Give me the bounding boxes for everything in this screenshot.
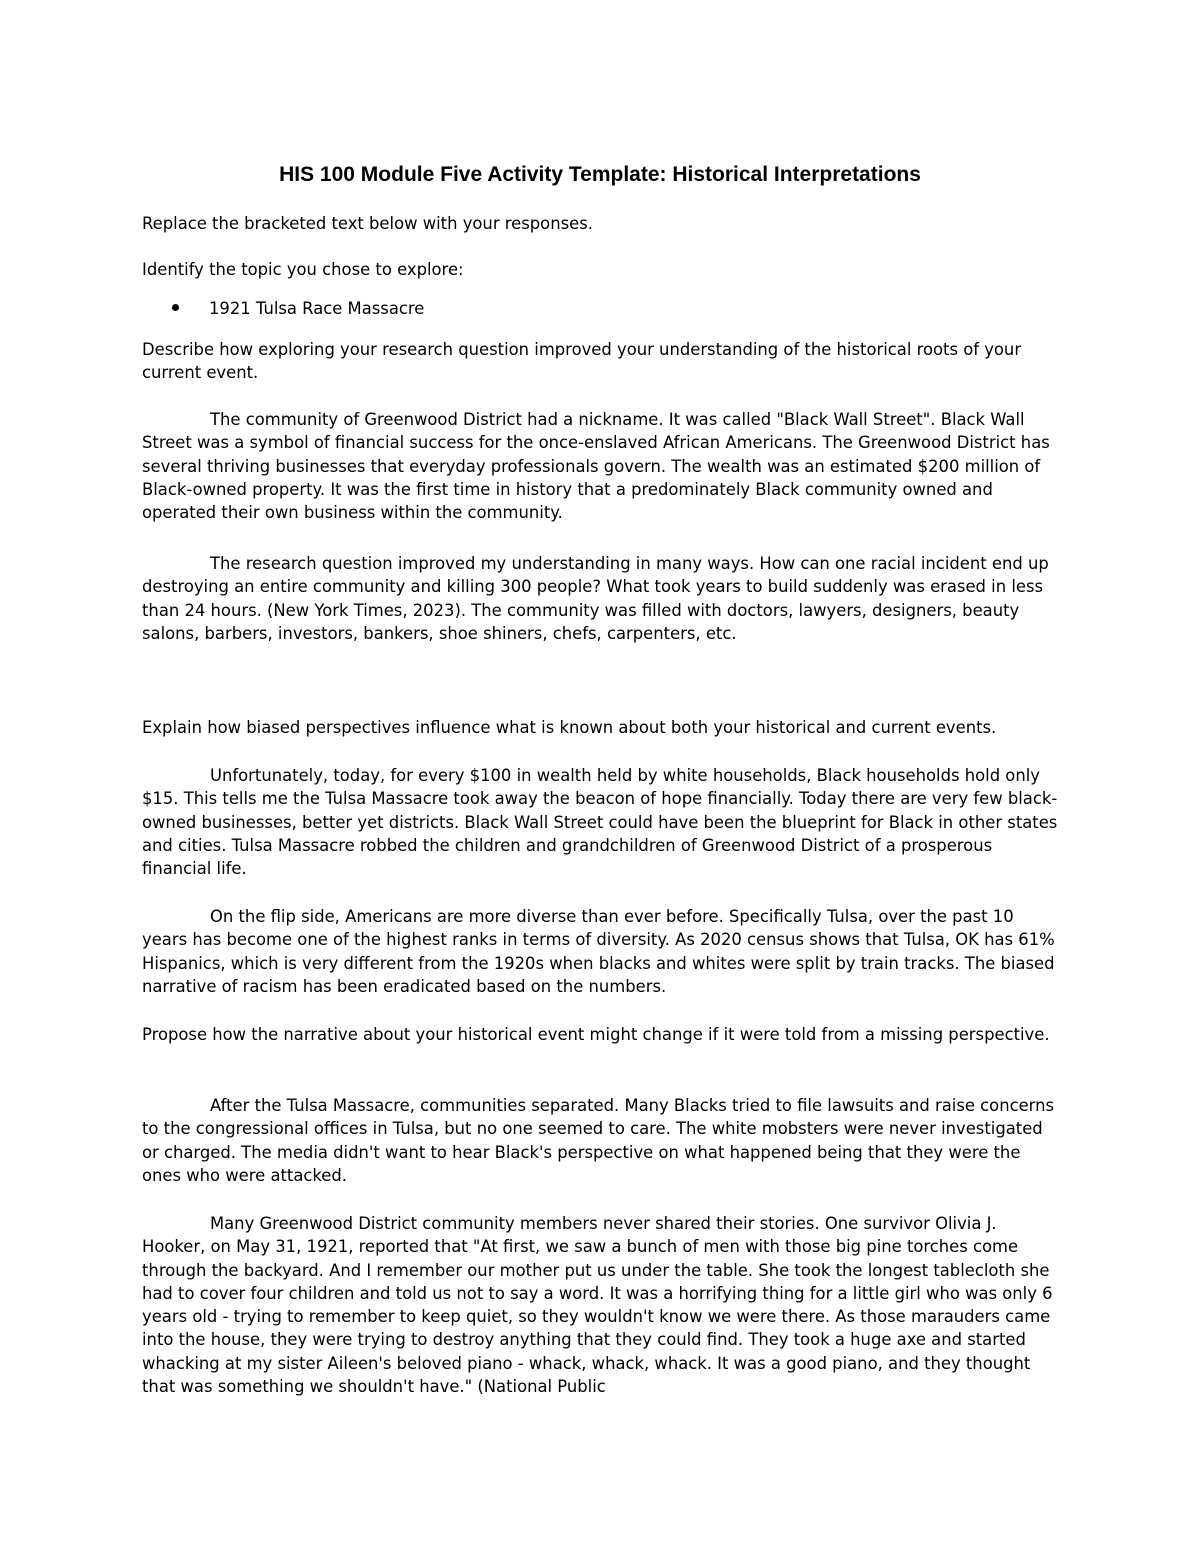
question-3-paragraph-2: Many Greenwood District community members never shared their stories. One survivor Olivia J. Hooker, on May 31, 1921, reported that "At first, we saw a bunch of men with those big pine torches come through the backyard. And I remember our mother put us under the table. She took the longest tablecloth she had to cover four children and told us not to say a word. It was a horrifying thing for a little girl who was only 6 years old - trying to remember to keep quiet, so they wouldn't know we were there. As those marauders came into the house, they were trying to destroy anything that they could find. They took a huge axe and started whacking at my sister Aileen's beloved piano - whack, whack, whack. It was a good piano, and they thought that was something we shouldn't have." (National Public [142, 1214, 1053, 1397]
question-2-paragraph-2: On the flip side, Americans are more diverse than ever before. Specifically Tulsa, over the past 10 years has become one of the highest ranks in terms of diversity. As 2020 census shows that Tulsa, OK has 61% Hispanics, which is very different from the 1920s when blacks and whites were split by train tracks. The biased narrative of racism has been eradicated based on the numbers. [142, 907, 1055, 996]
question-3-paragraph-1: After the Tulsa Massacre, communities separated. Many Blacks tried to file lawsuits and raise concerns to the congressional offices in Tulsa, but no one seemed to care. The white mobsters were never investigated or charged. The media didn't want to hear Black's perspective on what happened being that they were the ones who were attacked. [142, 1096, 1055, 1185]
question-1-prompt: Describe how exploring your research question improved your understanding of the historical roots of your current event. [142, 340, 1022, 383]
topic-bullet-item [172, 297, 424, 320]
bullet-icon [172, 304, 179, 311]
question-2-prompt: Explain how biased perspectives influence what is known about both your historical and current events. [142, 718, 997, 737]
question-1-paragraph-2: The research question improved my understanding in many ways. How can one racial incident end up destroying an entire community and killing 300 people? What took years to build suddenly was erased in less than 24 hours. (New York Times, 2023). The community was filled with doctors, lawyers, designers, beauty salons, barbers, investors, bankers, shoe shiners, chefs, carpenters, etc. [142, 554, 1049, 643]
question-1-paragraph-1: The community of Greenwood District had a nickname. It was called "Black Wall Street". Black Wall Street was a symbol of financial success for the once-enslaved African Americans. The Greenwood District has several thriving businesses that everyday professionals govern. The wealth was an estimated $200 million of Black-owned property. It was the first time in history that a predominately Black community owned and operated their own business within the community. [142, 410, 1050, 523]
instruction-text: Replace the bracketed text below with your responses. [142, 214, 593, 233]
topic-bullet-text: 1921 Tulsa Race Massacre [209, 299, 425, 318]
question-2-paragraph-1: Unfortunately, today, for every $100 in wealth held by white households, Black households hold only $15. This tells me the Tulsa Massacre took away the beacon of hope financially. Today there are very few black-owned businesses, better yet districts. Black Wall Street could have been the blueprint for Black in other states and cities. Tulsa Massacre robbed the children and grandchildren of Greenwood District of a prosperous financial life. [142, 766, 1058, 879]
topic-prompt: Identify the topic you chose to explore: [142, 260, 464, 279]
document-title: HIS 100 Module Five Activity Template: Historical Interpretations [279, 163, 921, 186]
question-3-prompt: Propose how the narrative about your historical event might change if it were told from a missing perspective. [142, 1025, 1050, 1044]
